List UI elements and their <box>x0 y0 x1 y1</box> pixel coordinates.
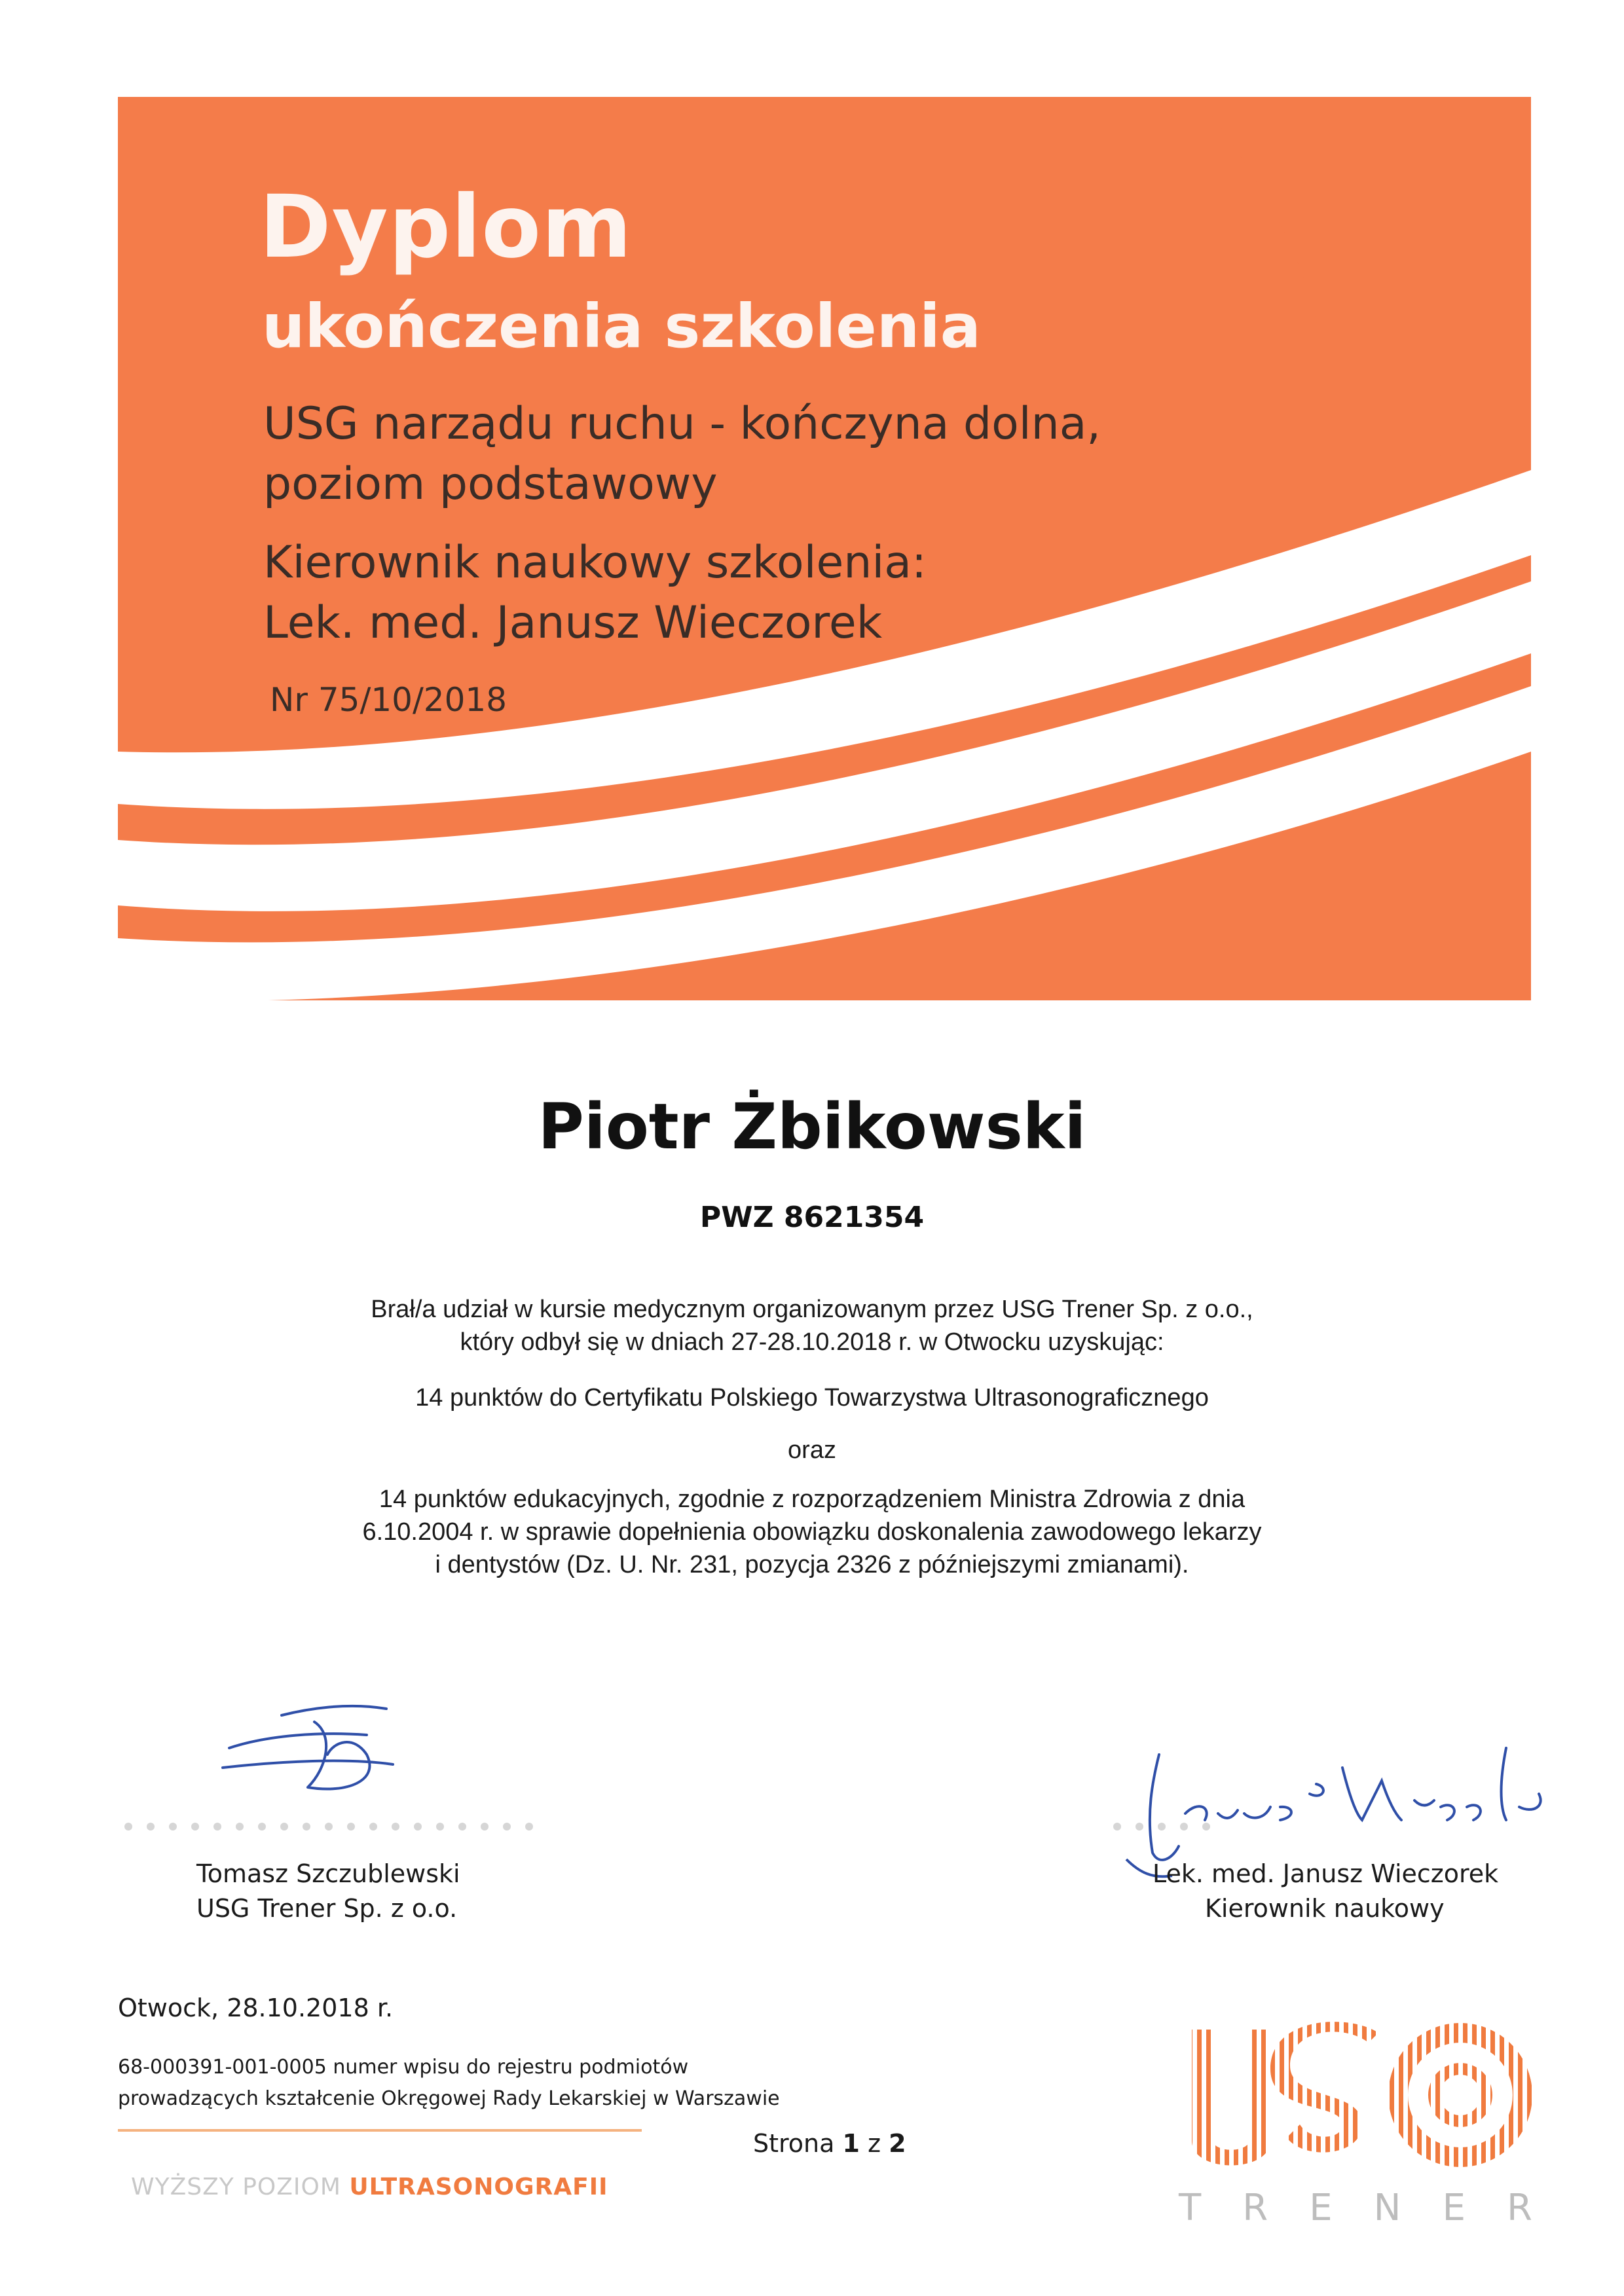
edu-points-line-2: 6.10.2004 r. w sprawie dopełnienia obowiązku doskonalenia zawodowego lekarzy <box>362 1518 1262 1546</box>
recipient-pwz: PWZ 8621354 <box>699 1201 925 1234</box>
tagline <box>131 2174 608 2200</box>
logo-letter-5: E <box>1442 2187 1466 2229</box>
course-name-line2: poziom podstawowy <box>263 458 718 510</box>
logo-letter-3: E <box>1309 2187 1333 2229</box>
body-line-1: Brał/a udział w kursie medycznym organizowanym przez USG Trener Sp. z o.o., <box>371 1296 1253 1323</box>
registry-line-1: 68-000391-001-0005 numer wpisu do rejestru podmiotów <box>118 2056 689 2079</box>
logo-letter-1: T <box>1179 2187 1202 2229</box>
left-signature-dots <box>124 1823 533 1831</box>
page-separator: z <box>868 2129 881 2158</box>
diploma-title: Dyplom <box>259 177 633 278</box>
tagline-light: WYŻSZY POZIOM <box>131 2174 341 2200</box>
left-signature <box>216 1696 439 1807</box>
points-ptu: 14 punktów do Certyfikatu Polskiego Towarzystwa Ultrasonograficznego <box>415 1384 1209 1412</box>
director-label: Kierownik naukowy szkolenia: <box>263 537 927 589</box>
footer-divider <box>118 2129 642 2132</box>
body-line-2: który odbył się w dniach 27-28.10.2018 r. w Otwocku uzyskując: <box>460 1328 1164 1356</box>
page-indicator <box>753 2129 906 2158</box>
page-total: 2 <box>889 2129 906 2158</box>
course-name-line1: USG narządu ruchu - kończyna dolna, <box>263 398 1101 450</box>
left-signatory-org: USG Trener Sp. z o.o. <box>196 1894 458 1923</box>
logo-letter-2: R <box>1242 2187 1268 2229</box>
diploma-number: Nr 75/10/2018 <box>270 681 507 719</box>
body-oraz: oraz <box>788 1436 836 1464</box>
place-date: Otwock, 28.10.2018 r. <box>118 1994 394 2022</box>
director-name: Lek. med. Janusz Wieczorek <box>263 597 883 649</box>
page-current: 1 <box>842 2129 860 2158</box>
right-signature-dots <box>1113 1823 1210 1831</box>
recipient-name: Piotr Żbikowski <box>538 1090 1086 1163</box>
logo-letter-4: N <box>1373 2187 1401 2229</box>
logo-text: USG <box>1356 2226 1357 2227</box>
page-prefix: Strona <box>753 2129 835 2158</box>
logo-subtitle <box>1179 2187 1532 2229</box>
right-signatory-name: Lek. med. Janusz Wieczorek <box>1153 1859 1499 1888</box>
edu-points-line-3: i dentystów (Dz. U. Nr. 231, pozycja 2326 z późniejszymi zmianami). <box>435 1551 1189 1578</box>
right-signatory-role: Kierownik naukowy <box>1205 1894 1445 1923</box>
logo-letter-6: R <box>1507 2187 1532 2229</box>
diploma-subtitle: ukończenia szkolenia <box>262 291 981 361</box>
left-signatory-name: Tomasz Szczublewski <box>196 1859 460 1888</box>
edu-points-line-1: 14 punktów edukacyjnych, zgodnie z rozporządzeniem Ministra Zdrowia z dnia <box>378 1485 1246 1513</box>
tagline-bold: ULTRASONOGRAFII <box>349 2174 608 2200</box>
registry-line-2: prowadzących kształcenie Okręgowej Rady Lekarskiej w Warszawie <box>118 2087 780 2110</box>
